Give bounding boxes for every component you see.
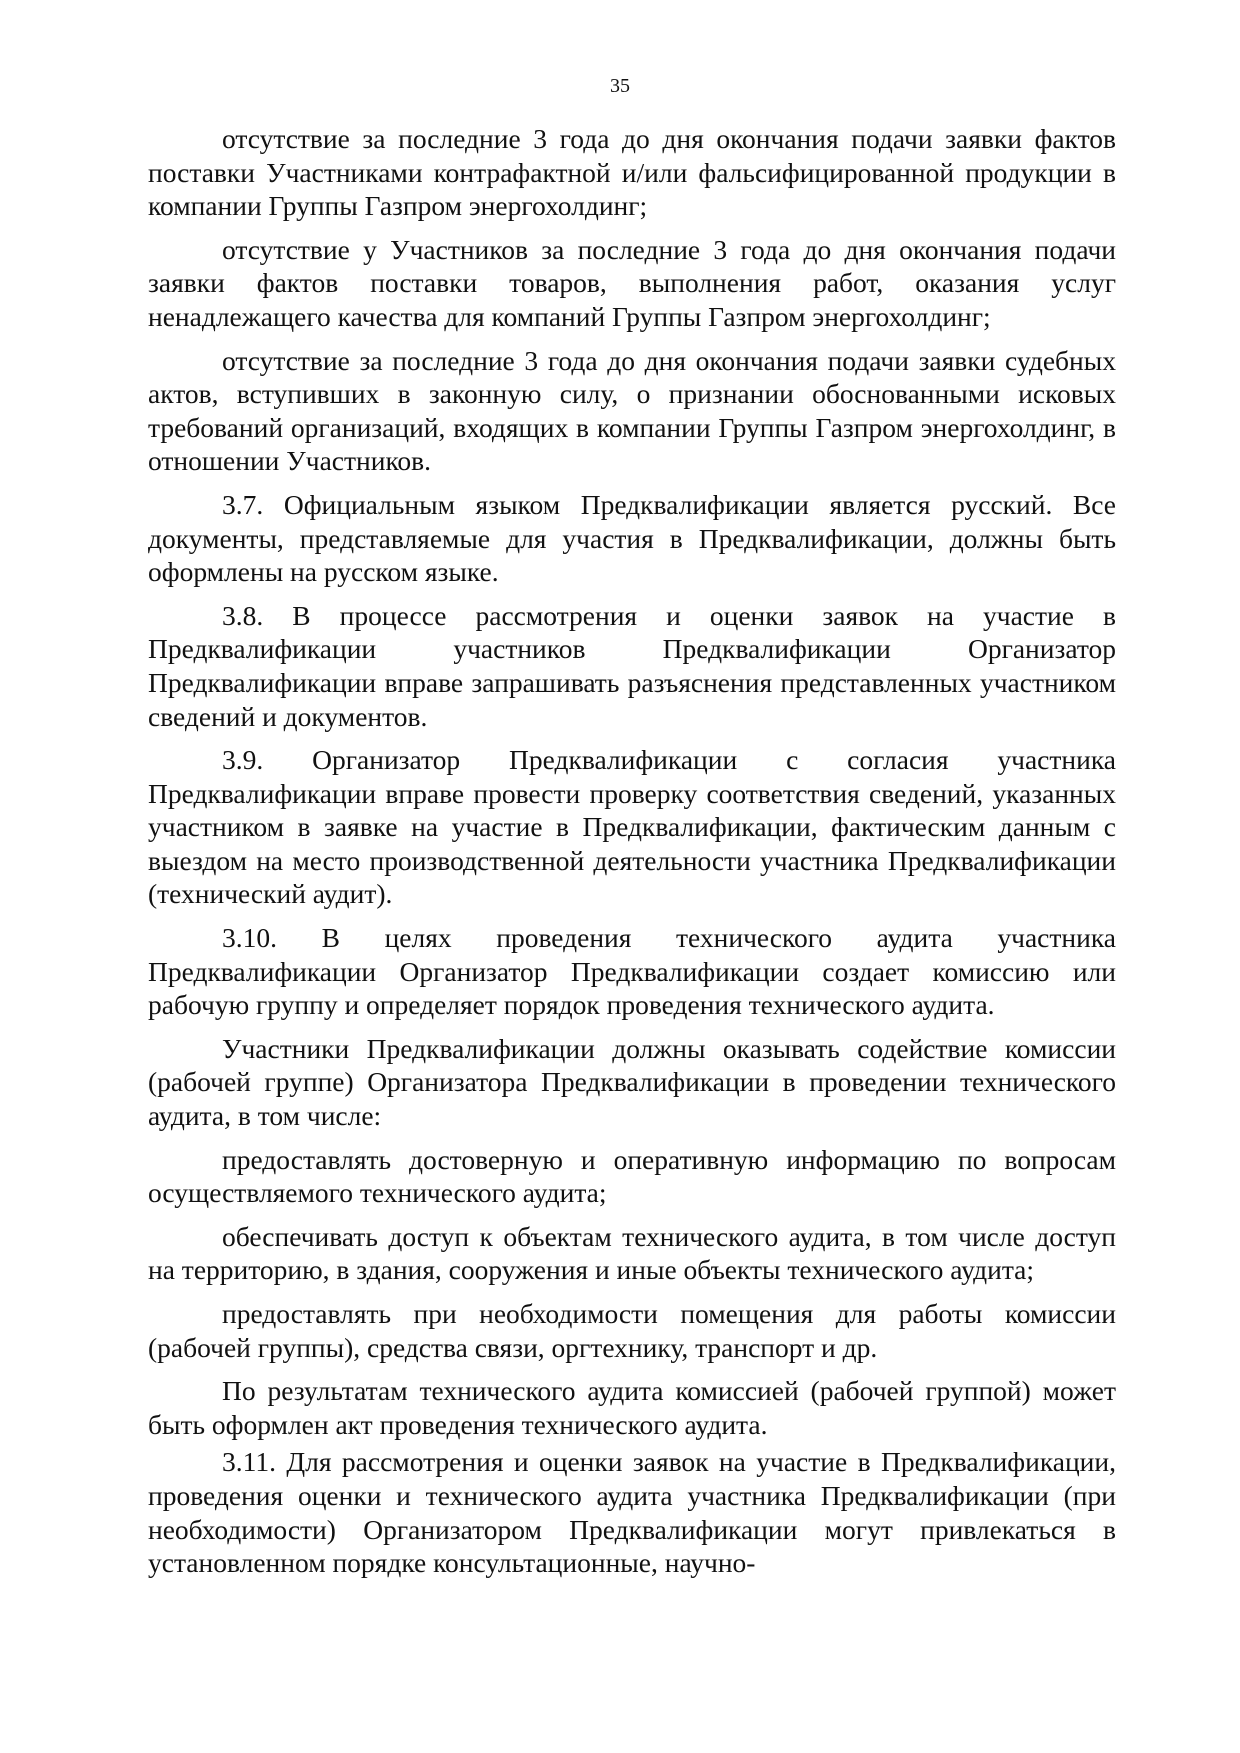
paragraph-3-7-official-language: 3.7. Официальным языком Предквалификации является русский. Все документы, представляемые для участия в Предквалификации, должны быть оформлены на русском языке. [148,488,1116,588]
list-item-provide-information: предоставлять достоверную и оперативную информацию по вопросам осуществляемого технического аудита; [148,1143,1116,1209]
paragraph-poor-quality-supply: отсутствие у Участников за последние 3 года до дня окончания подачи заявки фактов поставки товаров, выполнения работ, оказания услуг ненадлежащего качества для компаний Группы Газпром энергохолдинг; [148,233,1116,332]
list-item-provide-premises: предоставлять при необходимости помещения для работы комиссии (рабочей группы), средства связи, оргтехнику, транспорт и др. [148,1298,1116,1363]
list-item-provide-access: обеспечивать доступ к объектам технического аудита, в том числе доступ на территорию, в здания, сооружения и иные объекты технического аудита; [148,1220,1116,1286]
paragraph-counterfeit-supply: отсутствие за последние 3 года до дня окончания подачи заявки фактов поставки Участниками контрафактной и/или фальсифицированной продукции в компании Группы Газпром энергохолдинг; [148,123,1116,222]
paragraph-court-acts: отсутствие за последние 3 года до дня окончания подачи заявки судебных актов, вступивших в законную силу, о признании обоснованными исковых требований организаций, входящих в компании Группы Газпром энергохолдинг, в отношении Участников. [148,344,1116,477]
paragraph-3-11-consultants: 3.11. Для рассмотрения и оценки заявок на участие в Предквалификации, проведения оценки и технического аудита участника Предквалификации (при необходимости) Организатором Предквалификации могут привлекаться в установленном порядке консультационные, научно- [148,1446,1116,1579]
paragraph-participants-assistance: Участники Предквалификации должны оказывать содействие комиссии (рабочей группе) Организатора Предквалификации в проведении технического аудита, в том числе: [148,1032,1116,1132]
paragraph-audit-act: По результатам технического аудита комиссией (рабочей группой) может быть оформлен акт проведения технического аудита. [148,1375,1116,1440]
document-body [148,122,1116,1590]
page-number: 35 [610,75,630,97]
paragraph-3-10-audit-commission: 3.10. В целях проведения технического аудита участника Предквалификации Организатор Предквалификации создает комиссию или рабочую группу и определяет порядок проведения технического аудита. [148,922,1116,1021]
paragraph-3-9-technical-audit: 3.9. Организатор Предквалификации с согласия участника Предквалификации вправе провести проверку соответствия сведений, указанных участником в заявке на участие в Предквалификации, фактическим данным с выездом на место производственной деятельности участника Предквалификации (технический аудит). [148,744,1116,910]
paragraph-3-8-clarifications: 3.8. В процессе рассмотрения и оценки заявок на участие в Предквалификации участников Предквалификации Организатор Предквалификации вправе запрашивать разъяснения представленных участником сведений и документов. [148,599,1116,732]
